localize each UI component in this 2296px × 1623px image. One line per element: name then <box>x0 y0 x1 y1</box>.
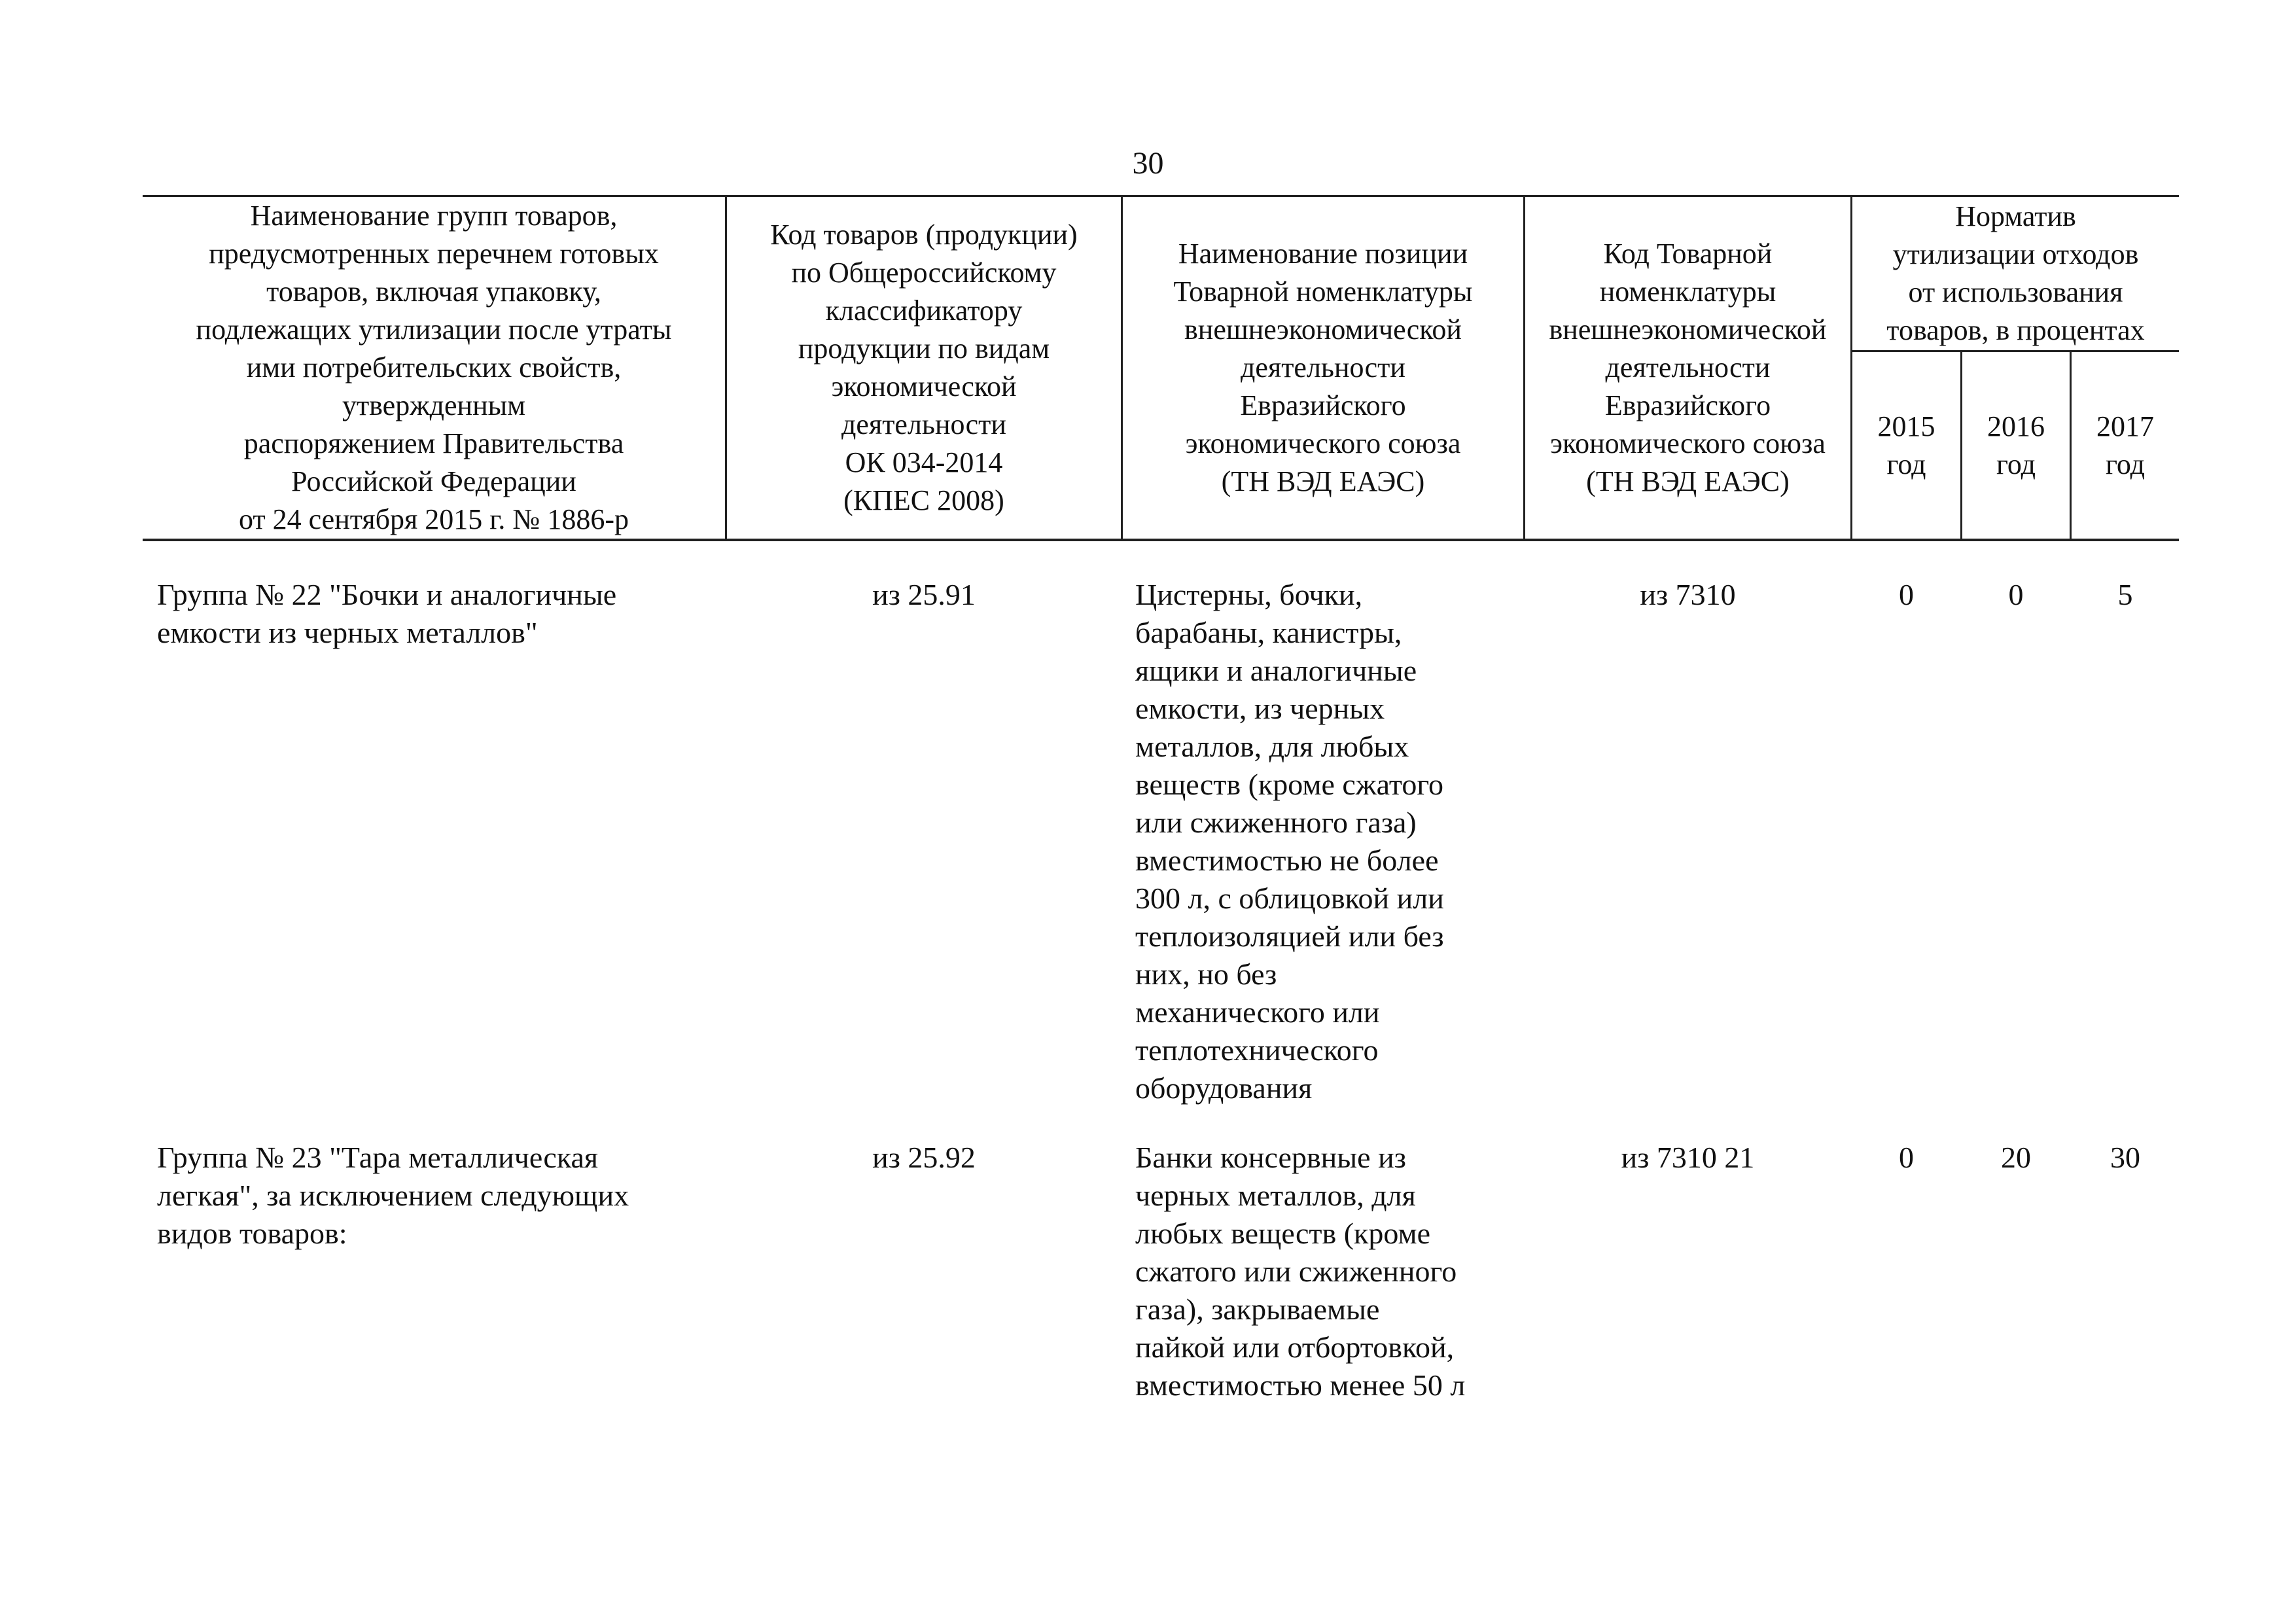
header-year-2015: 2015 год <box>1877 410 1935 480</box>
header-norm: Норматив утилизации отходов от использования товаров, в процентах <box>1886 200 2145 346</box>
header-group-name: Наименование групп товаров, предусмотренных перечнем готовых товаров, включая упаковку, подлежащих утилизации после утраты ими потребительских свойств, утвержденным распоряжением Правительства Российской Федерации от 24 сентября 2015 г. № 1886-р <box>196 200 672 535</box>
row-okpd-code: из 25.92 <box>872 1141 976 1174</box>
page-number: 30 <box>1132 146 1164 181</box>
header-okpd-code: Код товаров (продукции) по Общероссийскому классификатору продукции по видам экономической деятельности ОК 034-2014 (КПЕС 2008) <box>770 219 1078 516</box>
row-value-2015: 0 <box>1899 1141 1914 1174</box>
row-value-2017: 30 <box>2110 1141 2140 1174</box>
row-value-2016: 20 <box>2001 1141 2031 1174</box>
row-value-2016: 0 <box>2008 578 2024 611</box>
header-tnved-code: Код Товарной номенклатуры внешнеэкономической деятельности Евразийского экономического союза (ТН ВЭД ЕАЭС) <box>1549 238 1827 497</box>
row-tnved-code: из 7310 21 <box>1621 1141 1755 1174</box>
row-group-name: Группа № 23 "Тара металлическая легкая", за исключением следующих видов товаров: <box>157 1141 629 1250</box>
row-tnved-code: из 7310 <box>1640 578 1736 611</box>
row-value-2015: 0 <box>1899 578 1914 611</box>
row-tnved-name: Цистерны, бочки, барабаны, канистры, ящики и аналогичные емкости, из черных металлов, для любых веществ (кроме сжатого или сжиженного газа) вместимостью не более 300 л, с облицовкой или теплоизоляцией или без них, но без механического или теплотехнического оборудования <box>1135 578 1444 1105</box>
row-value-2017: 5 <box>2117 578 2133 611</box>
header-tnved-name: Наименование позиции Товарной номенклатуры внешнеэкономической деятельности Евразийского экономического союза (ТН ВЭД ЕАЭС) <box>1173 238 1473 497</box>
row-tnved-name: Банки консервные из черных металлов, для любых веществ (кроме сжатого или сжиженного газа), закрываемые пайкой или отбортовкой, вместимостью менее 50 л <box>1135 1141 1466 1402</box>
header-year-2016: 2016 год <box>1987 410 2045 480</box>
row-okpd-code: из 25.91 <box>872 578 976 611</box>
header-year-2017: 2017 год <box>2096 410 2154 480</box>
row-group-name: Группа № 22 "Бочки и аналогичные емкости из черных металлов" <box>157 578 617 649</box>
